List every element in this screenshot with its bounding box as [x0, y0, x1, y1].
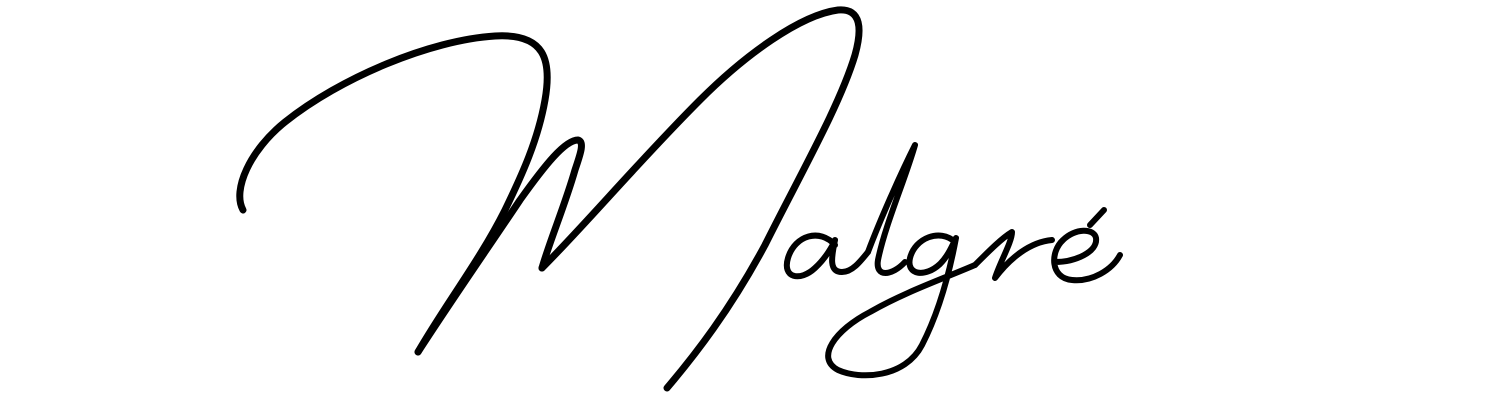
letter-g [828, 235, 975, 375]
accent-aigu [1090, 210, 1104, 225]
letter-l [868, 145, 915, 273]
signature-ink [240, 10, 1120, 388]
letter-m-diagonal [542, 10, 859, 388]
letter-e [1054, 231, 1120, 280]
letter-m-stem-1 [418, 140, 581, 352]
letter-m-flourish [240, 36, 548, 352]
letter-a [787, 236, 868, 277]
letter-r [975, 232, 1052, 278]
